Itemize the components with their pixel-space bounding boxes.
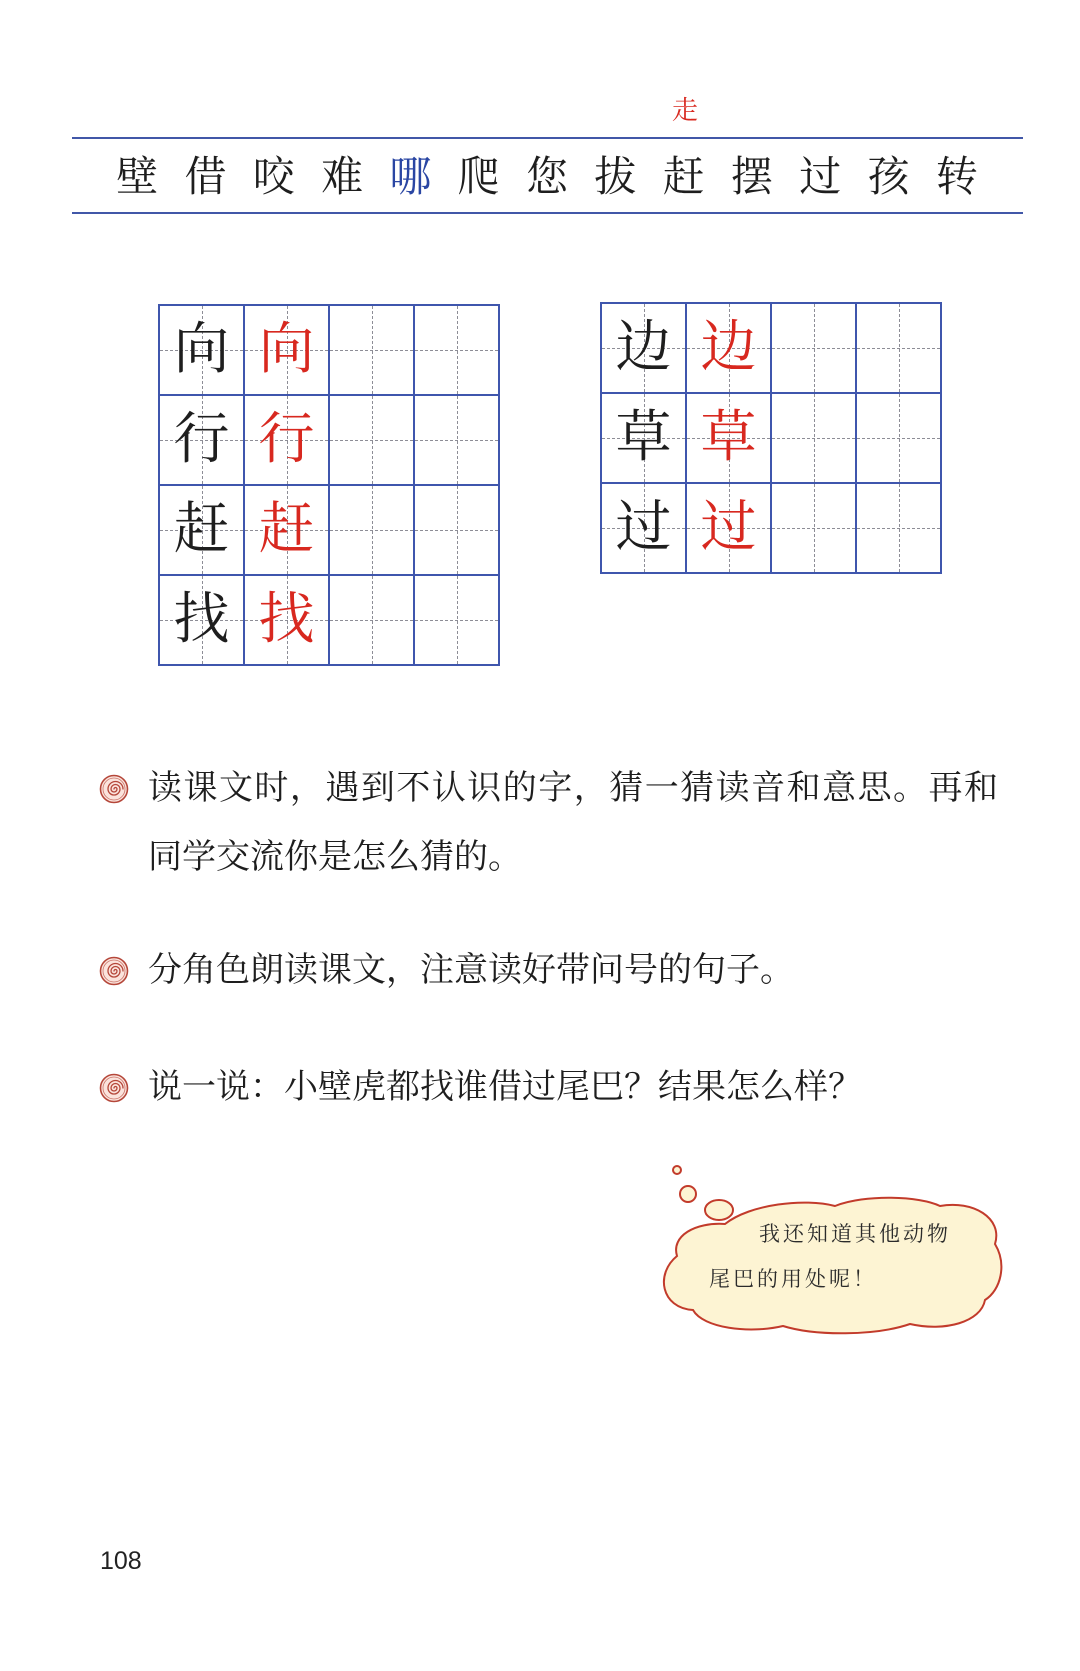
- trace-character: 找: [258, 587, 315, 652]
- empty-grid-cell: [857, 394, 942, 484]
- top-rule-line: [72, 137, 1023, 139]
- new-character: 难: [321, 152, 364, 201]
- grid-cell: [687, 304, 772, 394]
- thought-bubble-text: 我还知道其他动物: [759, 1222, 951, 1246]
- model-character: 向: [173, 317, 230, 382]
- thought-dot-small: [673, 1166, 681, 1174]
- empty-grid-cell: [330, 396, 415, 486]
- empty-grid-cell: [415, 396, 500, 486]
- empty-grid-cell: [415, 486, 500, 576]
- model-character: 赶: [173, 497, 230, 562]
- trace-character: 赶: [258, 497, 315, 562]
- trace-character: 过: [700, 495, 757, 560]
- trace-character: 行: [258, 407, 315, 472]
- new-character: 您: [525, 152, 568, 201]
- grid-cell: [602, 304, 687, 394]
- new-character: 转: [935, 152, 978, 201]
- model-character: 行: [173, 407, 230, 472]
- activity-item: [0, 754, 1080, 892]
- empty-grid-cell: [415, 306, 500, 396]
- grid-cell: [160, 486, 245, 576]
- activity-item: [0, 1053, 1080, 1122]
- grid-row: [160, 486, 500, 576]
- grid-cell: [245, 486, 330, 576]
- empty-grid-cell: [772, 484, 857, 574]
- trace-character: 向: [258, 317, 315, 382]
- new-character: 爬: [457, 152, 500, 201]
- grid-row: [602, 394, 942, 484]
- spiral-bullet-icon: [99, 1073, 129, 1103]
- model-character: 找: [173, 587, 230, 652]
- thought-dot-medium: [680, 1186, 696, 1202]
- thought-bubble: [655, 1160, 1005, 1335]
- empty-grid-cell: [772, 394, 857, 484]
- grid-row: [160, 396, 500, 486]
- model-character: 过: [615, 495, 672, 560]
- grid-cell: [687, 484, 772, 574]
- new-character: 孩: [867, 152, 910, 201]
- model-character: 草: [615, 405, 672, 470]
- spiral-bullet-icon: [99, 774, 129, 804]
- spiral-bullet-icon: [99, 956, 129, 986]
- grid-cell: [160, 396, 245, 486]
- empty-grid-cell: [415, 576, 500, 666]
- grid-cell: [602, 484, 687, 574]
- grid-cell: [687, 394, 772, 484]
- grid-row: [160, 306, 500, 396]
- new-character: 赶: [662, 152, 705, 201]
- new-character: 借: [184, 152, 227, 201]
- grid-cell: [160, 576, 245, 666]
- new-character: 咬: [252, 152, 295, 201]
- empty-grid-cell: [330, 486, 415, 576]
- writing-grid-left: [158, 304, 500, 666]
- new-character: 摆: [730, 152, 773, 201]
- grid-cell: [245, 306, 330, 396]
- new-character: 壁: [116, 152, 159, 201]
- activity-text: [148, 936, 794, 1005]
- trace-character: 边: [700, 315, 757, 380]
- bottom-rule-line: [72, 212, 1023, 214]
- activity-item: [0, 936, 1080, 1005]
- grid-row: [160, 576, 500, 666]
- thought-bubble-text: 尾巴的用处呢！: [709, 1267, 877, 1291]
- page-number: 108: [100, 1547, 142, 1575]
- grid-cell: [160, 306, 245, 396]
- activity-text: [148, 1053, 862, 1122]
- new-character: 哪: [389, 152, 432, 201]
- empty-grid-cell: [330, 306, 415, 396]
- empty-grid-cell: [857, 304, 942, 394]
- trace-character: 草: [700, 405, 757, 470]
- activity-text-line: 说一说：小壁虎都找谁借过尾巴？结果怎么样？: [148, 1067, 862, 1107]
- grid-cell: [245, 396, 330, 486]
- thought-dot-large: [705, 1200, 733, 1220]
- grid-row: [602, 484, 942, 574]
- activity-text: [148, 754, 998, 892]
- new-character: 拔: [594, 152, 637, 201]
- radical-hint: 走: [671, 96, 698, 126]
- empty-grid-cell: [772, 304, 857, 394]
- activity-text-line: 同学交流你是怎么猜的。: [148, 837, 522, 877]
- grid-cell: [245, 576, 330, 666]
- grid-cell: [602, 394, 687, 484]
- model-character: 边: [615, 315, 672, 380]
- writing-grid-right: [600, 302, 942, 574]
- new-character: 过: [799, 152, 842, 201]
- new-characters-row: [103, 150, 991, 204]
- empty-grid-cell: [330, 576, 415, 666]
- empty-grid-cell: [857, 484, 942, 574]
- grid-row: [602, 304, 942, 394]
- activity-text-line: 读课文时，遇到不认识的字，猜一猜读音和意思。再和: [148, 768, 998, 808]
- activity-text-line: 分角色朗读课文，注意读好带问号的句子。: [148, 950, 794, 990]
